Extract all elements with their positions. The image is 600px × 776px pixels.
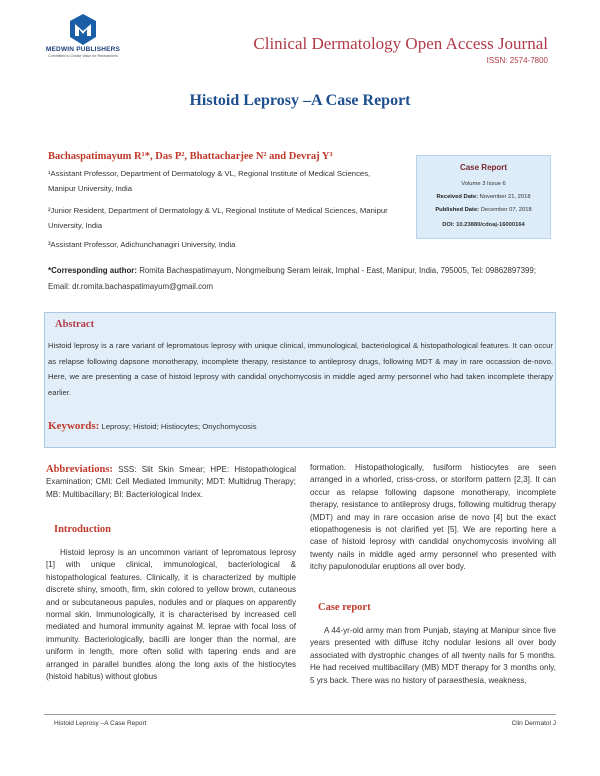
introduction-text: Histoid leprosy is an uncommon variant of lepromatous leprosy [1] with unique clinical, immunological, bacteriological & histopathological features. Clinically, it is characterized by multiple discrete shiny, smooth, firm, skin colored to yellow brown, cutaneous and or subcutaneous papules, nodules and or plaques on apparently normal skin. Immunologically, it is characterised by increased cell mediated and humoral immunity against M. leprae with focal loss of immunity. Bacteriologically, bacilli are longer than the normal, are uniform in length, more often solid with tapering ends and are arranged in parallel bundles along the long axis of the histiocytes (histoid habitus) without globus: [46, 548, 296, 682]
journal-title: Clinical Dermatology Open Access Journal: [253, 34, 548, 53]
footer-journal-abbrev: Clin Dermatol J: [511, 720, 556, 727]
article-title: Histoid Leprosy –A Case Report: [189, 92, 411, 109]
case-report-text: A 44-yr-old army man from Punjab, staying at Manipur since five years presented with diffuse itchy nodular lesions all over body associated with dystrophic changes of all twenty nails for 5 months. He had received multibacillary (MB) MDT therapy for 3 months only, 5 yrs back. There was no history of paraesthesia, weakness,: [310, 626, 556, 685]
publisher-name: MEDWIN PUBLISHERS: [45, 46, 121, 53]
logo-mark-icon: [70, 14, 96, 45]
abstract-heading: Abstract: [55, 319, 95, 330]
received-date: Received Date: November 21, 2018: [436, 194, 531, 200]
article-type: Case Report: [459, 163, 508, 172]
abstract-text: Histoid leprosy is a rare variant of lepromatous leprosy with unique clinical, immunological, bacteriological & histopathological features. It can occur as relapse following dapsone monotherapy, incomplete therapy, resistance to antileprosy drugs, following MDT & may in rare occassion de-novo. Here, we are presenting a case of histoid leprosy with candidal onychomycosis in middle aged army personnel who had taken incomplete therapy earlier.: [48, 341, 553, 397]
introduction-continuation: formation. Histopathologically, fusiform histiocytes are seen arranged in a whorled, criss-cross, or storiform pattern [2,3]. It can occur as relapse following dapsone monotherapy, incomplete therapy, resistance to antileprosy drugs, following multidrug therapy (MDT) and may in rare occasion arise de novo [4] but the exact etiopathogenesis is not clarified yet [5]. We are reporting here a case of histoid leprosy with candidal onychomycosis involving all twenty nails in middle aged army personnel who presented with itchy papulonodular eruptions all over body.: [310, 463, 556, 572]
case-report-heading: Case report: [318, 602, 371, 613]
author-list: Bachaspatimayum R¹*, Das P², Bhattacharjee N² and Devraj Y³: [48, 151, 333, 162]
corresponding-author: *Corresponding author: Romita Bachaspatimayum, Nongmeibung Seram leirak, Imphal - East, Manipur, India, 795005, Tel: 09862897399; Email: dr.romita.bachaspatimayum@gmail.com: [48, 266, 537, 291]
affiliation-1: ¹Assistant Professor, Department of Dermatology & VL, Regional Institute of Medical Sciences, Manipur University, India: [48, 169, 371, 193]
affiliation-2: ²Junior Resident, Department of Dermatology & VL, Regional Institute of Medical Sciences, Manipur University, India: [48, 206, 388, 230]
article-info-box: [416, 155, 551, 239]
affiliation-3: ³Assistant Professor, Adichunchanagiri University, India: [48, 240, 236, 249]
keywords: Keywords: Leprosy; Histoid; Histiocytes; Onychomycosis: [48, 420, 257, 432]
introduction-heading: Introduction: [54, 524, 111, 535]
published-date: Published Date: December 07, 2018: [435, 207, 532, 213]
footer-divider: [44, 714, 556, 715]
journal-issn: ISSN: 2574-7800: [486, 56, 548, 65]
publisher-tagline: Committed to Create Value for Researchers: [48, 54, 118, 58]
doi-link[interactable]: DOI: 10.23880/cdoaj-16000164: [442, 222, 525, 228]
article-volume: Volume 3 Issue 6: [461, 181, 506, 187]
abbreviations: Abbreviations: SSS: Slit Skin Smear; HPE: Histopathological Examination; CMI: Cell Mediated Immunity; MDT: Multidrug Therapy; MB: Multibacillary; BI: Bacteriological Index.: [46, 464, 297, 499]
footer-running-title: Histoid Leprosy –A Case Report: [54, 720, 147, 727]
